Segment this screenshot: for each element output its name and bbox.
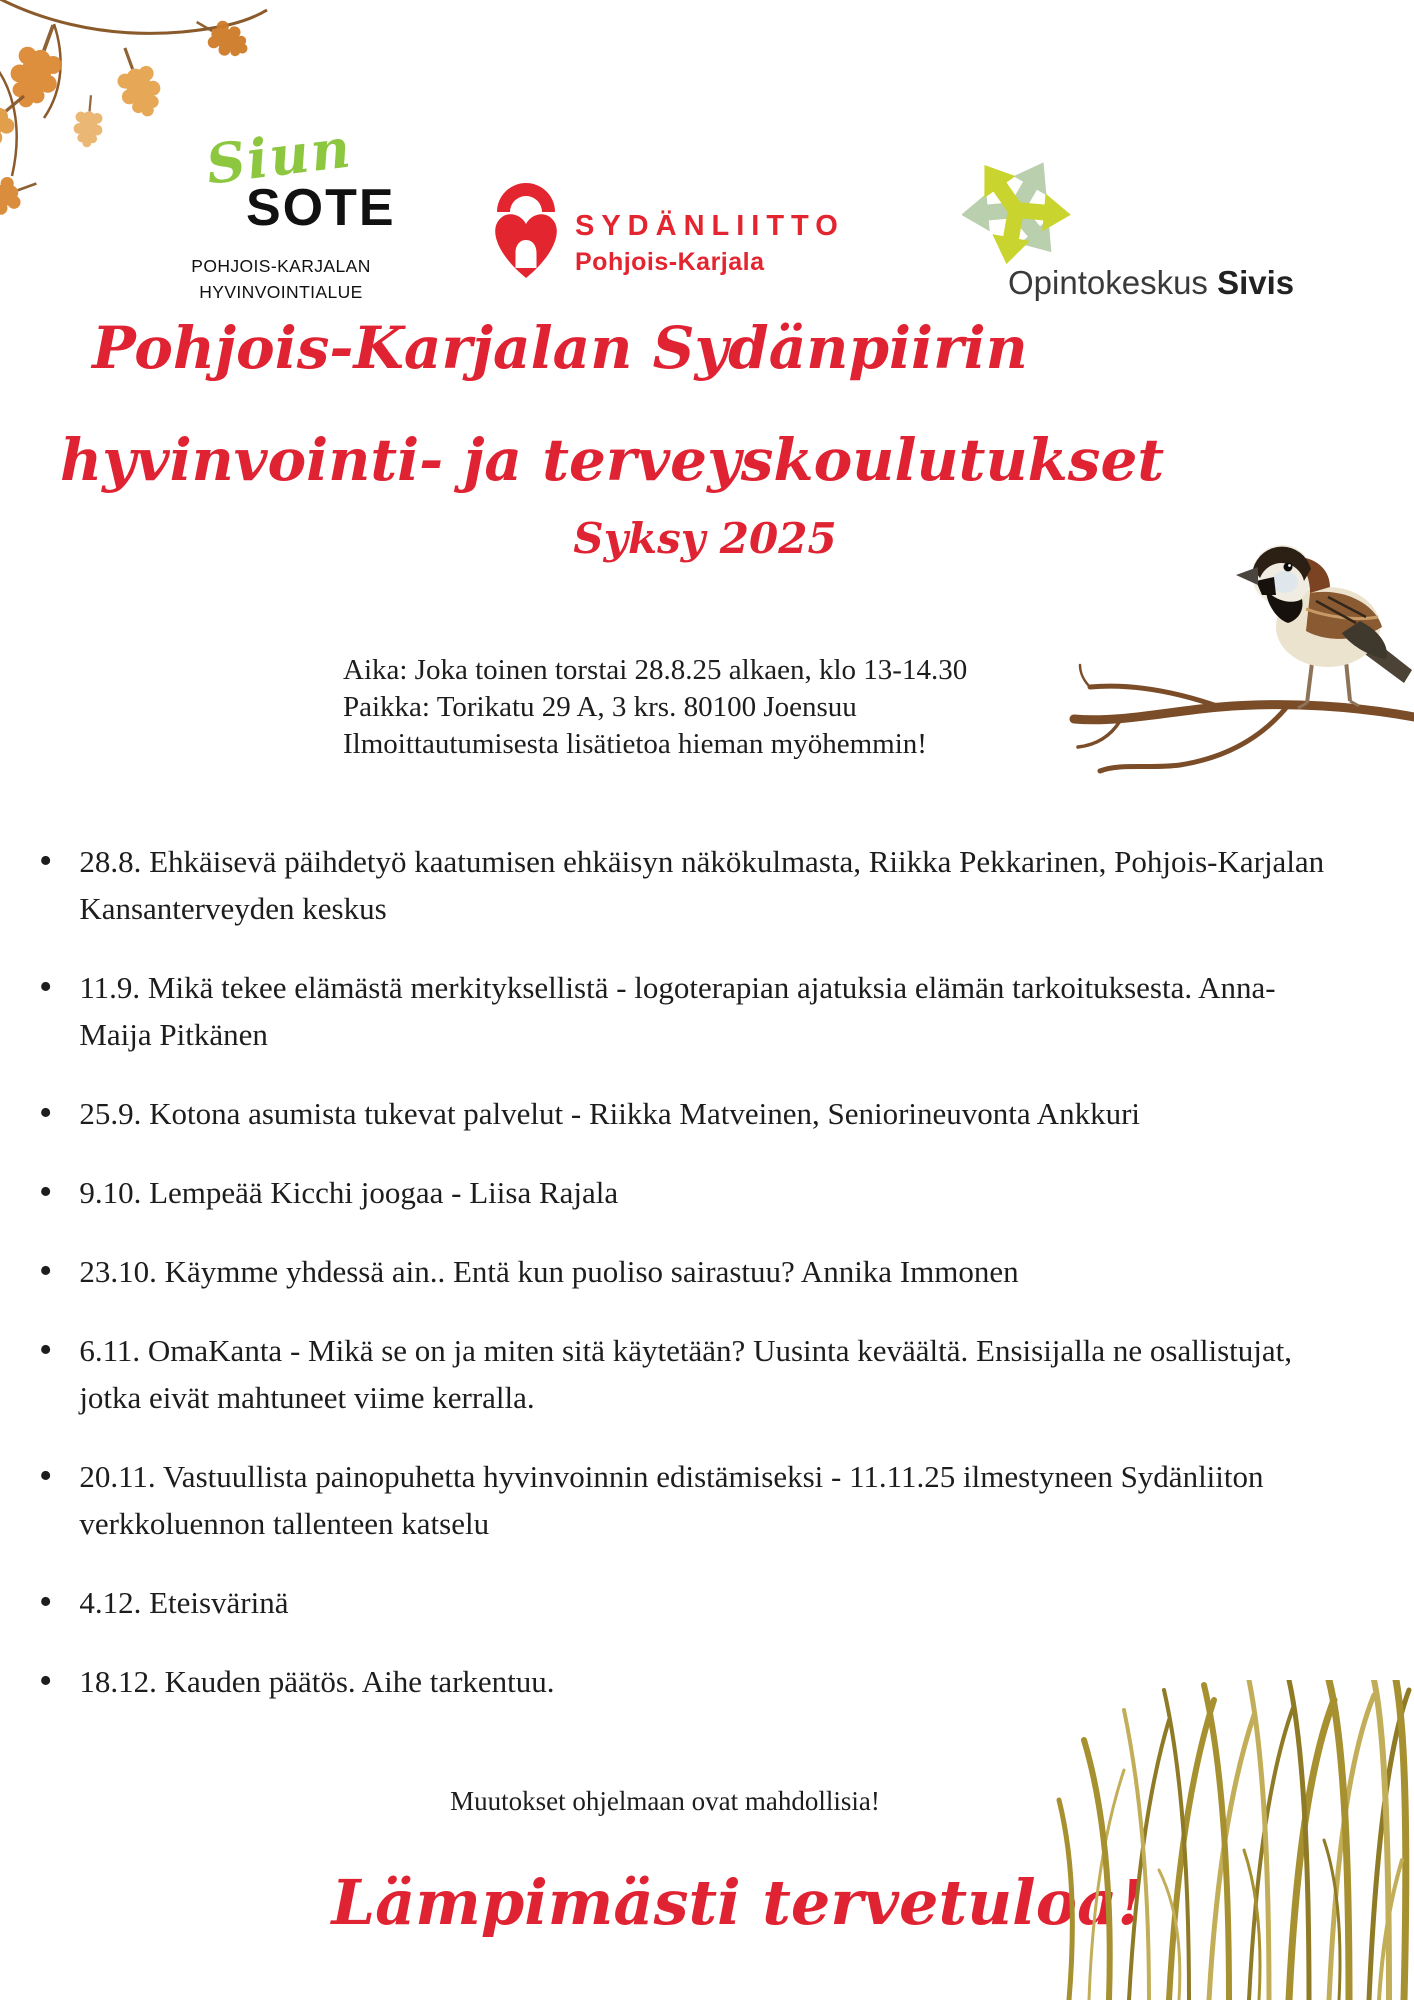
bullet-icon: • — [39, 840, 53, 882]
event-item — [39, 1327, 1351, 1421]
bullet-icon: • — [39, 1171, 53, 1213]
bullet-icon: • — [39, 1660, 53, 1702]
siun-sote-logo — [168, 115, 396, 313]
event-text: 18.12. Kauden päätös. Aihe tarkentuu. — [79, 1664, 555, 1699]
season-subtitle: Syksy 2025 — [573, 514, 837, 563]
event-text: 9.10. Lempeää Kicchi joogaa - Liisa Rajala — [79, 1175, 619, 1210]
event-text: 25.9. Kotona asumista tukevat palvelut - Riikka Matveinen, Seniorineuvonta Ankkuri — [79, 1096, 1141, 1131]
page-title — [60, 292, 1165, 516]
siun-sote-subtitle-1: POHJOIS-KARJALAN — [191, 256, 371, 276]
siun-sote-script: Siun — [202, 115, 356, 197]
title-line-1: Pohjois-Karjalan Sydänpiirin — [92, 314, 1028, 382]
event-text: 23.10. Käymme yhdessä ain.. Entä kun puoliso sairastuu? Annika Immonen — [79, 1254, 1019, 1289]
heart-arch-icon — [487, 178, 565, 282]
info-line-aika: Aika: Joka toinen torstai 28.8.25 alkaen, klo 13-14.30 — [343, 654, 968, 686]
sivis-name-prefix: Opintokeskus — [1008, 264, 1208, 301]
bullet-icon: • — [39, 1329, 53, 1371]
event-item — [39, 838, 1351, 932]
sydanliitto-logo — [487, 178, 845, 282]
event-text: 28.8. Ehkäisevä päihdetyö kaatumisen ehkäisyn näkökulmasta, Riikka Pekkarinen, Pohjois-Karjalan Kansanterveyden keskus — [79, 844, 1325, 926]
bullet-icon: • — [39, 1455, 53, 1497]
event-text: 20.11. Vastuullista painopuhetta hyvinvoinnin edistämiseksi - 11.11.25 ilmestyneen Sydänliiton verkkoluennon tallenteen katselu — [79, 1459, 1264, 1541]
info-line-paikka: Paikka: Torikatu 29 A, 3 krs. 80100 Joensuu — [343, 691, 857, 723]
event-text: 6.11. OmaKanta - Mikä se on ja miten sitä käytetään? Uusinta keväältä. Ensisijalla ne osallistujat, jotka eivät mahtuneet viime kerralla. — [79, 1333, 1292, 1415]
title-line-2: hyvinvointi- ja terveyskoulutukset — [60, 426, 1165, 494]
bullet-icon: • — [39, 1092, 53, 1134]
info-line-ilmoittautuminen: Ilmoittautumisesta lisätietoa hieman myöhemmin! — [343, 728, 927, 760]
schedule-note: Muutokset ohjelmaan ovat mahdollisia! — [450, 1786, 880, 1816]
bullet-icon: • — [39, 966, 53, 1008]
siun-sote-name: SOTE — [246, 179, 396, 237]
event-item — [39, 1453, 1351, 1547]
event-text: 11.9. Mikä tekee elämästä merkityksellistä - logoterapian ajatuksia elämän tarkoituksesta. Anna-Maija Pitkänen — [79, 970, 1276, 1052]
event-text: 4.12. Eteisvärinä — [79, 1585, 289, 1620]
welcome-message: Lämpimästi tervetuloa! — [331, 1866, 1145, 1939]
bullet-icon: • — [39, 1581, 53, 1623]
sivis-name-bold: Sivis — [1217, 264, 1295, 301]
sivis-logo — [962, 146, 1322, 311]
grass-icon — [1054, 1680, 1414, 2000]
sydanliitto-region: Pohjois-Karjala — [575, 248, 765, 276]
event-item — [39, 1248, 1351, 1295]
siun-sote-subtitle-2: HYVINVOINTIALUE — [199, 282, 363, 302]
sparrow-on-branch-icon — [1060, 505, 1414, 820]
event-item — [39, 1090, 1351, 1137]
event-item — [39, 964, 1351, 1058]
event-list — [39, 838, 1351, 1737]
bullet-icon: • — [39, 1250, 53, 1292]
info-block — [343, 652, 967, 763]
event-item — [39, 1579, 1351, 1626]
sydanliitto-name: SYDÄNLIITTO — [575, 210, 845, 242]
sivis-star-icon — [962, 146, 1074, 276]
event-item — [39, 1169, 1351, 1216]
